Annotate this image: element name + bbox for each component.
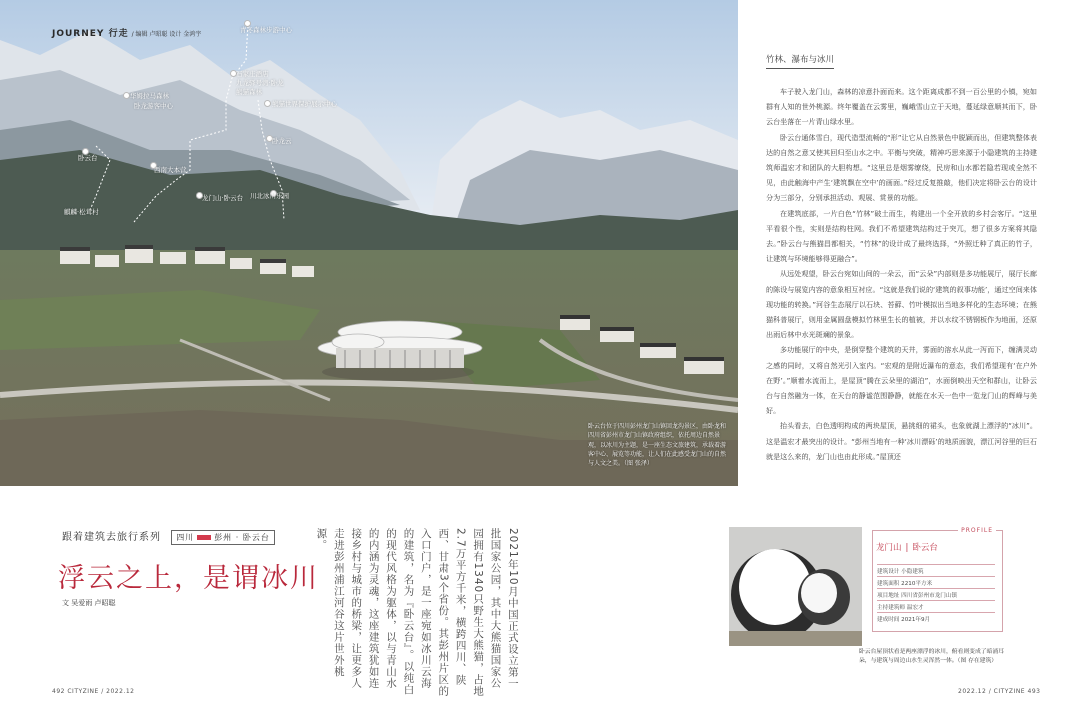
map-label: 华姆拉马森林 [130, 92, 169, 100]
folio-left: 492 CITYZINE / 2022.12 [52, 688, 135, 695]
profile-building: 卧云台 [912, 543, 938, 553]
vertical-intro: 2021年10月中国正式设立第一批国家公园，其中大熊猫国家公园拥有1340只野生大熊猫，占地2.7万平方千米，横跨四川、陕西、甘肃3个省份。其彭州片区的入口门户，是一座宛如冰川云海的建筑，名为『卧云台』。以纯白的现代风格为躯体，以与青山水的内涵为灵魂，这座建筑犹如连接乡村与城市的桥梁，让更多人走进彭州浦江河谷这片世外桃源。 [315, 528, 519, 697]
profile-box [872, 527, 1003, 632]
map-label: 龙门山·卧云台 [202, 194, 244, 202]
profile-row: 建成时间 2021年9月 [877, 612, 995, 623]
divider-bar [197, 535, 211, 540]
separator-icon: | [905, 543, 909, 553]
series-label [62, 528, 275, 545]
paragraph: 多功能展厅的中央，是倒穿整个建筑的天井，雾面的溶水从此一泻而下，缠满灵动之感的同时，又将自然光引入室内。“宏观的是附近瀑布的意态，我们希望现有‘在户外在野’。”顺着水流而上，是屋顶“腾在云朵里的湖泊”，水面倒映出天空和群山，让卧云台与自然融为一体，在天台的静谧范围静静，就能在水天一色中一览龙门山的辉峰与美好。 [766, 345, 1037, 416]
map-label: 石家庄酒店 [236, 70, 269, 78]
map-label: 卧龙游客中心 [134, 102, 173, 110]
location-tag [171, 530, 275, 545]
profile-place: 龙门山 [876, 543, 902, 553]
map-pin-icon [264, 100, 271, 107]
profile-row: 主持建筑师 温宏才 [877, 600, 995, 611]
building-roof-illustration [729, 527, 862, 646]
journey-label: JOURNEY 行走 [52, 29, 129, 39]
photo-caption: 卧云台位于四川彭州龙门山镇回龙沟景区，由卧龙和四川省彭州市龙门山镇政府组织，依托周边自然景观，以冰川为主题，是一座生态文旅建筑，承载着游客中心、展览等功能，让人们在此感受龙门山的自然与人文之美。（图 张泽） [588, 423, 727, 468]
region: 四川 [176, 533, 195, 542]
profile-row: 建筑设计 小隐建筑 [877, 564, 995, 575]
paragraph: 从远处观望，卧云台宛如山间的一朵云，而“云朵”内部则是多功能展厅，展厅长廊的陈设与展览内容的意象相互衬应。“这就是我们说的‘建筑的叙事功能’，通过空间来体现功能的转换。”河谷生态展厅以石块、苔藓、竹叶模拟出当地多样化的生态环境；在熊猫科普展厅，则用金属圆盘模拟竹林里生长的植被，并以水纹不锈钢板作为地面，还原出雨后林中水光斑斓的景象。 [766, 269, 1037, 340]
profile-heading [876, 541, 938, 553]
map-label: 熊猫世界保护展示中心 [272, 100, 337, 108]
map-label: 川北冰川乐园 [250, 192, 289, 200]
map-label: 卧云台 [78, 154, 98, 162]
paragraph: 在建筑底部，一片白色“竹林”破土而生，构建出一个全开放的乡村会客厅。“这里平看很个性，实则是结构柱网。我们不希望建筑结构过于突兀，想了很多方案将其隐去。”卧云台与熊猫昌都相关，“竹林”的设计成了最终选择，“外照迁种了真正的竹子，让建筑与环境能够得更融合”。 [766, 208, 1037, 264]
map-label: 西南大本营 [154, 166, 187, 174]
map-label: 麒麟·松茸村 [64, 208, 99, 216]
article-body [766, 84, 1037, 464]
paragraph: 卧云台通体雪白，现代造型流畅的“形”让它从自然景色中脱颖而出，但建筑整体表达的自然之意又使其回归至山水之中。平衡与突破，精神巧思来源于小隐建筑的主持建筑师温宏才和团队的大胆构想。“这里总是烟雾缭绕，民房和山水都若隐若现或全然不见，由此触海中产生‘建筑飘在空中’的画面。”经过反复推敲，他们决定将卧云台的设计分为三部分，分别承担活动、观展、赏景的功能。 [766, 132, 1037, 203]
detail-photo-caption: 卧云台屋顶状看是两座漂浮的冰川，俯看则变成了暗涌耳朵，与建筑与周边山水生灵浑然一体。（图 存在建筑） [859, 649, 1004, 665]
landscape-photo [0, 0, 738, 486]
map-label: 九龙驿号湾·卧龙 [236, 79, 284, 87]
paragraph: 抬头看去，白色透明构成的两块屋顶，悬挑细的裙头，也象就湖上漂浮的“冰川”。这是温宏才最突出的设计。“彭州当地有一种‘冰川漂砾’的地质面貌，漂江河谷里的巨石就是这么来的，龙门山也由此形成。”屋顶还 [766, 421, 1037, 461]
profile-row: 建筑面积 2210平方米 [877, 576, 995, 587]
building-detail-photo [729, 527, 862, 646]
map-pin-icon [123, 92, 130, 99]
landscape-illustration [0, 0, 738, 486]
profile-row: 项目地址 四川省彭州市龙门山镇 [877, 588, 995, 599]
paragraph: 车子驶入龙门山，森林的凉意扑面而来。这个距离成都不到一百公里的小镇，宛如群有人知的世外桃源。终年覆盖在云雾里，巍峨雪山立于天地，蔓延绿意顺其而下，卧云台坐落在一片青山绿水里。 [766, 87, 1037, 127]
map-label: 青冬森林步游中心 [240, 26, 292, 34]
folio-right: 2022.12 / CITYZINE 493 [958, 688, 1041, 695]
map-label: 卧龙云 [272, 137, 292, 145]
article-title: 浮云之上，是谓冰川 [58, 563, 319, 594]
section-title: 竹林、瀑布与冰川 [766, 53, 834, 69]
series-name: 跟着建筑去旅行系列 [62, 532, 161, 543]
author-credit: 文 吴爱雨 卢昭聪 [62, 599, 116, 607]
header-credits: / 编辑 卢昭聪 设计 金鸿宇 [131, 31, 202, 38]
profile-label: PROFILE [958, 527, 996, 534]
map-label: 熊猫森林 [236, 88, 262, 96]
journey-header [52, 26, 201, 39]
city: 彭州 · 卧云台 [214, 533, 270, 542]
